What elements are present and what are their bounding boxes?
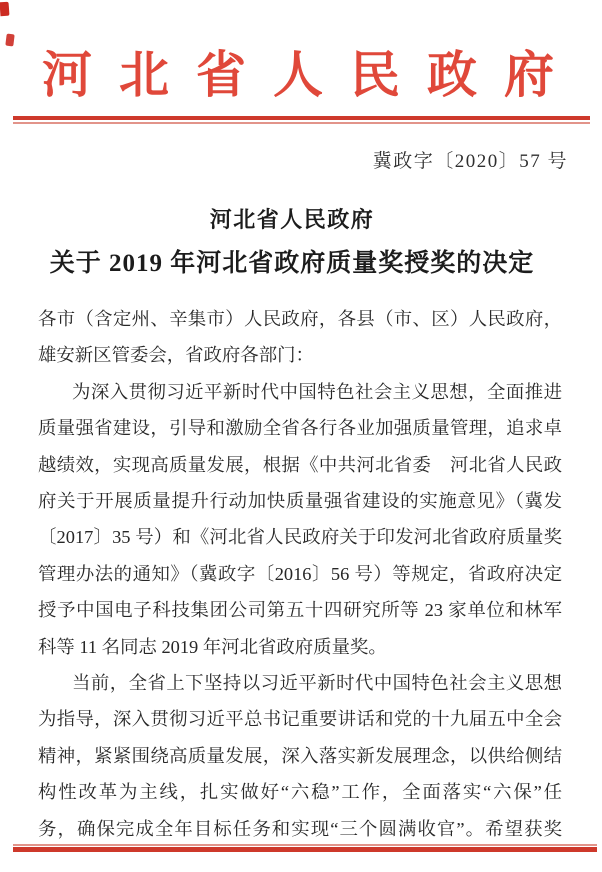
- letterhead-org-name: 河北省人民政府: [42, 47, 581, 103]
- document-number: 冀政字〔2020〕57 号: [372, 151, 568, 172]
- body-line: 科等 11 名同志 2019 年河北省政府质量奖。: [38, 636, 387, 657]
- document-title-subject-line: 关于 2019 年河北省政府质量奖授奖的决定: [49, 250, 535, 277]
- body-line: 〔2017〕35 号）和《河北省人民政府关于印发河北省政府质量奖: [38, 527, 562, 548]
- body-line: 为指导，深入贯彻习近平总书记重要讲话和党的十九届五中全会: [38, 709, 562, 730]
- document-body: [38, 301, 562, 847]
- body-line: 雄安新区管委会，省政府各部门：: [38, 345, 314, 366]
- document-title: [22, 205, 562, 280]
- body-line: 构性改革为主线，扎实做好“六稳”工作，全面落实“六保”任: [38, 782, 562, 803]
- body-line: 府关于开展质量提升行动加快质量强省建设的实施意见》（冀发: [38, 491, 562, 512]
- scan-artifact-mark: [5, 34, 14, 47]
- page-bottom-divider: [13, 844, 597, 852]
- body-line: 越绩效，实现高质量发展，根据《中共河北省委 河北省人民政: [38, 454, 562, 475]
- body-line: 当前，全省上下坚持以习近平新时代中国特色社会主义思想: [72, 673, 562, 694]
- body-line: 为深入贯彻习近平新时代中国特色社会主义思想，全面推进: [72, 381, 562, 402]
- page-bottom-divider-thick-line: [13, 847, 597, 852]
- document-title-org-line: 河北省人民政府: [209, 207, 375, 232]
- letterhead-divider-thick-line: [13, 116, 590, 120]
- body-line: 务，确保完成全年目标任务和实现“三个圆满收官”。希望获奖: [38, 818, 562, 839]
- body-line: 各市（含定州、辛集市）人民政府，各县（市、区）人民政府，: [38, 309, 562, 329]
- body-line: 管理办法的通知》（冀政字〔2016〕56 号）等规定，省政府决定: [38, 563, 562, 584]
- letterhead-divider: [13, 116, 590, 124]
- page-bottom-divider-thin-line: [13, 844, 597, 846]
- letterhead-divider-thin-line: [13, 122, 590, 124]
- body-line: 质量强省建设，引导和激励全省各行各业加强质量管理，追求卓: [38, 418, 562, 439]
- scan-artifact-mark: [0, 2, 9, 17]
- body-line: 精神，紧紧围绕高质量发展，深入落实新发展理念，以供给侧结: [38, 745, 562, 766]
- body-line: 授予中国电子科技集团公司第五十四研究所等 23 家单位和林军: [38, 600, 562, 621]
